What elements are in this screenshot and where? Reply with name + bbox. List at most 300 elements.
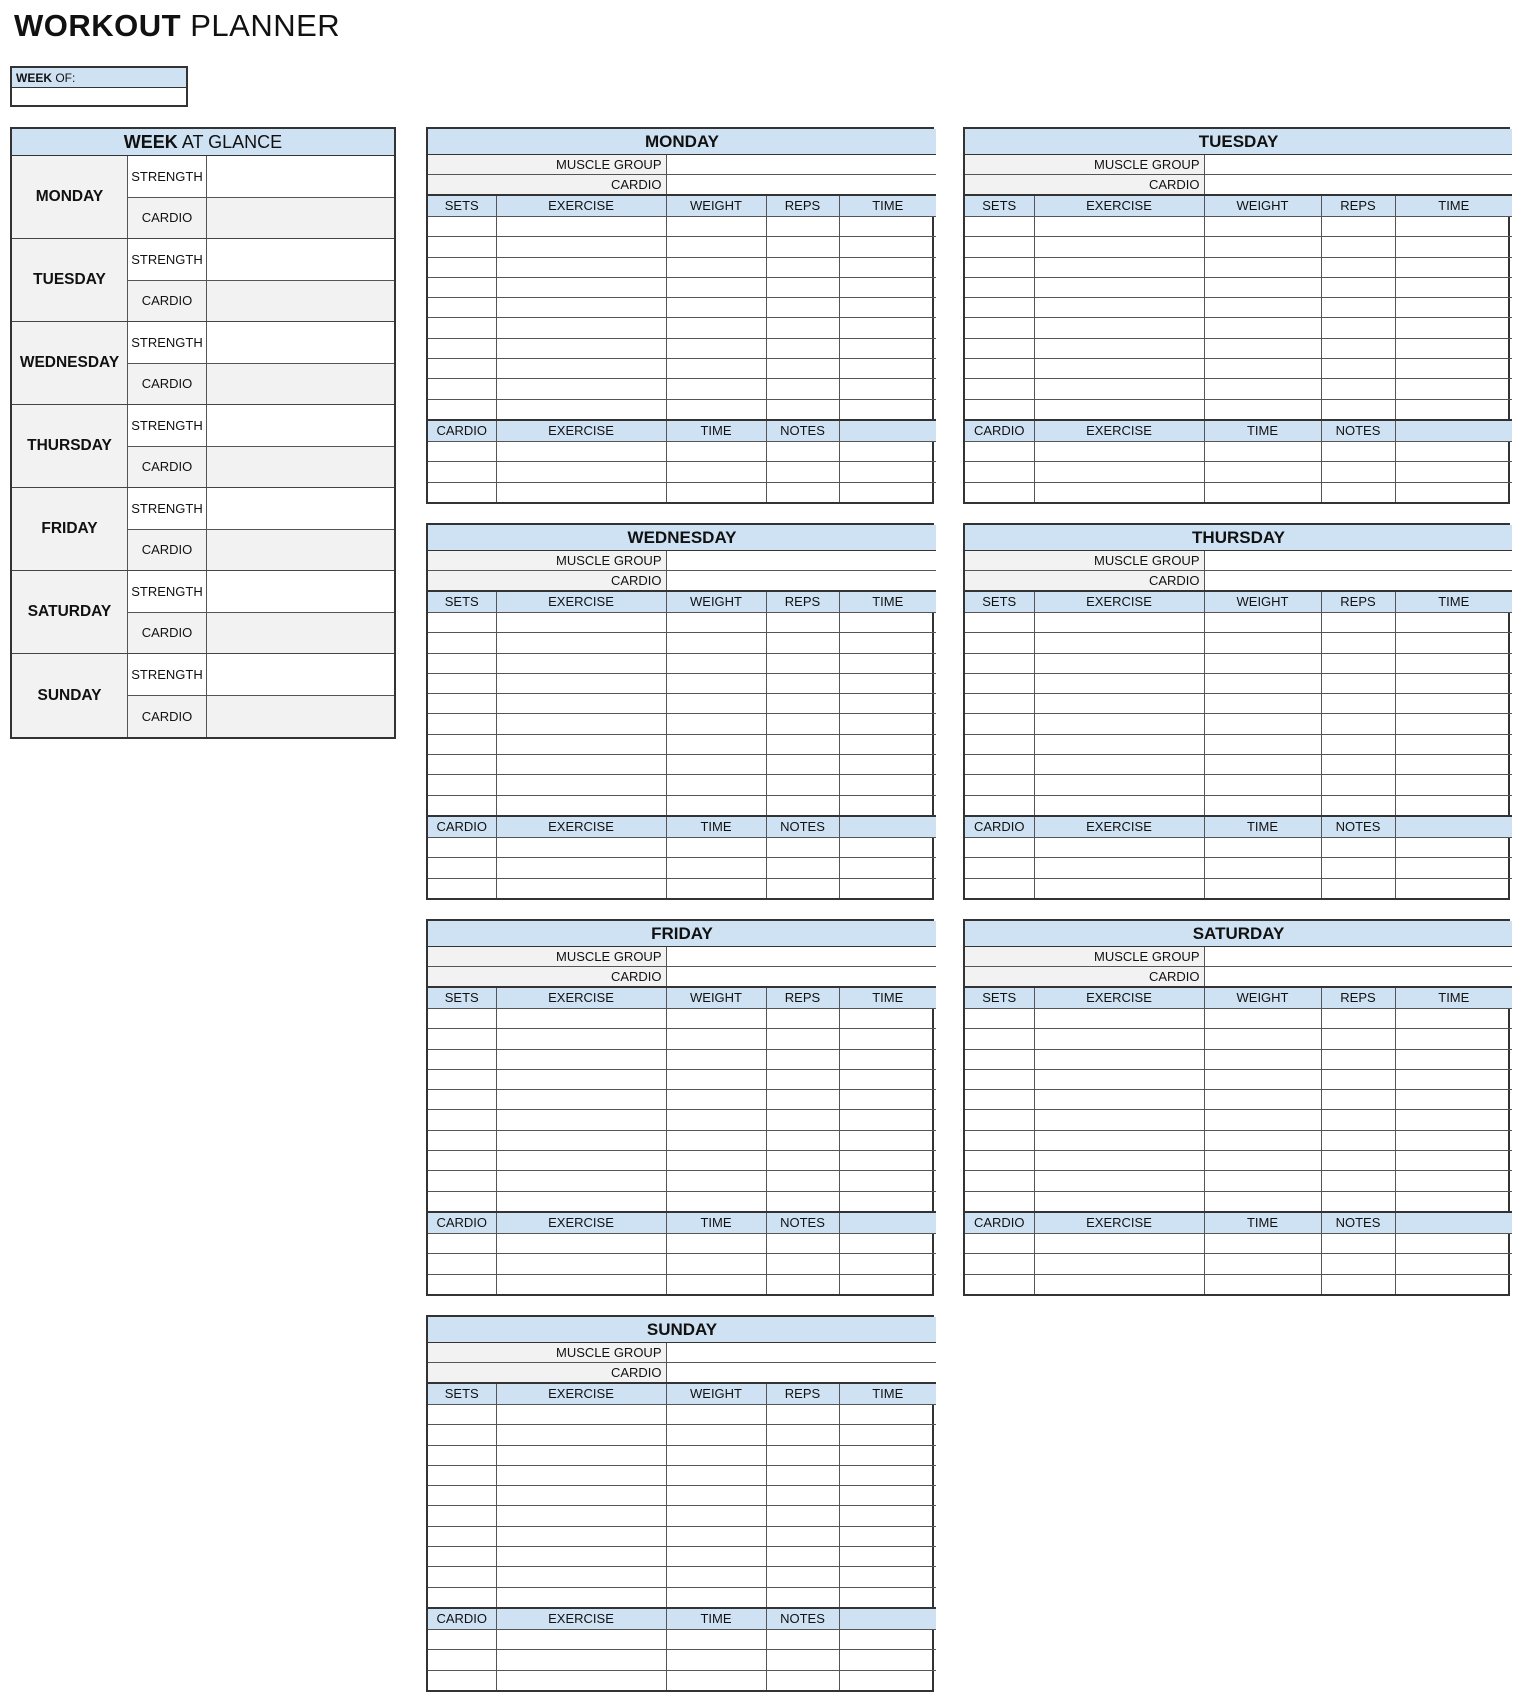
strength-cell-sets[interactable] xyxy=(428,298,496,318)
strength-cell-reps[interactable] xyxy=(766,673,839,693)
strength-cell-sets[interactable] xyxy=(428,1547,496,1567)
cardio-cell-exercise[interactable] xyxy=(496,1650,666,1670)
strength-cell-weight[interactable] xyxy=(1204,399,1321,420)
strength-cell-weight[interactable] xyxy=(666,1049,766,1069)
strength-cell-weight[interactable] xyxy=(1204,298,1321,318)
strength-cell-reps[interactable] xyxy=(1321,338,1395,358)
strength-cell-sets[interactable] xyxy=(428,1191,496,1212)
cardio-cell-notes[interactable] xyxy=(1321,1254,1395,1274)
strength-cell-time[interactable] xyxy=(839,755,936,775)
strength-cell-reps[interactable] xyxy=(1321,1171,1395,1191)
strength-cell-sets[interactable] xyxy=(428,1151,496,1171)
strength-cell-sets[interactable] xyxy=(428,379,496,399)
strength-cell-exercise[interactable] xyxy=(496,1506,666,1526)
strength-cell-time[interactable] xyxy=(1395,1049,1512,1069)
cardio-cell-exercise[interactable] xyxy=(1034,1254,1204,1274)
cardio-cell-notes[interactable] xyxy=(1321,858,1395,878)
strength-cell-time[interactable] xyxy=(839,379,936,399)
strength-cell-time[interactable] xyxy=(839,1090,936,1110)
strength-cell-reps[interactable] xyxy=(766,1587,839,1608)
strength-cell-weight[interactable] xyxy=(666,399,766,420)
strength-cell-reps[interactable] xyxy=(766,277,839,297)
strength-cell-weight[interactable] xyxy=(666,734,766,754)
strength-cell-exercise[interactable] xyxy=(1034,1151,1204,1171)
strength-cell-sets[interactable] xyxy=(428,633,496,653)
strength-cell-reps[interactable] xyxy=(1321,714,1395,734)
cardio-cell-notes[interactable] xyxy=(766,1233,839,1253)
cardio-cell-cardio[interactable] xyxy=(428,1254,496,1274)
cardio-cell-cardio[interactable] xyxy=(965,1254,1034,1274)
strength-cell-sets[interactable] xyxy=(965,1110,1034,1130)
strength-cell-weight[interactable] xyxy=(666,1090,766,1110)
cardio-cell-notes[interactable] xyxy=(1321,1233,1395,1253)
cardio-cell-extra[interactable] xyxy=(839,837,936,857)
cardio-cell-extra[interactable] xyxy=(839,878,936,898)
strength-cell-weight[interactable] xyxy=(1204,714,1321,734)
cardio-cell-exercise[interactable] xyxy=(496,1233,666,1253)
cardio-cell-extra[interactable] xyxy=(1395,837,1512,857)
cardio-cell-exercise[interactable] xyxy=(496,1629,666,1649)
strength-cell-sets[interactable] xyxy=(428,1069,496,1089)
cardio-input[interactable] xyxy=(666,175,936,196)
strength-cell-weight[interactable] xyxy=(1204,1009,1321,1029)
glance-cardio-input[interactable] xyxy=(207,364,394,405)
strength-cell-sets[interactable] xyxy=(428,237,496,257)
cardio-cell-time[interactable] xyxy=(1204,1274,1321,1294)
cardio-cell-notes[interactable] xyxy=(766,462,839,482)
cardio-cell-cardio[interactable] xyxy=(428,1233,496,1253)
cardio-cell-exercise[interactable] xyxy=(1034,878,1204,898)
cardio-cell-cardio[interactable] xyxy=(428,858,496,878)
strength-cell-time[interactable] xyxy=(839,1547,936,1567)
cardio-cell-time[interactable] xyxy=(666,441,766,461)
strength-cell-reps[interactable] xyxy=(1321,1049,1395,1069)
cardio-cell-extra[interactable] xyxy=(1395,482,1512,502)
strength-cell-time[interactable] xyxy=(1395,734,1512,754)
strength-cell-weight[interactable] xyxy=(666,633,766,653)
cardio-cell-notes[interactable] xyxy=(766,1650,839,1670)
strength-cell-reps[interactable] xyxy=(766,399,839,420)
strength-cell-weight[interactable] xyxy=(666,694,766,714)
strength-cell-exercise[interactable] xyxy=(1034,1069,1204,1089)
strength-cell-weight[interactable] xyxy=(666,653,766,673)
strength-cell-sets[interactable] xyxy=(428,217,496,237)
strength-cell-reps[interactable] xyxy=(1321,795,1395,816)
strength-cell-weight[interactable] xyxy=(1204,1110,1321,1130)
strength-cell-exercise[interactable] xyxy=(496,795,666,816)
strength-cell-reps[interactable] xyxy=(766,237,839,257)
strength-cell-time[interactable] xyxy=(1395,1130,1512,1150)
muscle-group-input[interactable] xyxy=(666,155,936,175)
strength-cell-reps[interactable] xyxy=(766,359,839,379)
strength-cell-weight[interactable] xyxy=(1204,1151,1321,1171)
cardio-cell-extra[interactable] xyxy=(1395,878,1512,898)
strength-cell-exercise[interactable] xyxy=(496,613,666,633)
strength-cell-reps[interactable] xyxy=(766,1526,839,1546)
strength-cell-exercise[interactable] xyxy=(1034,257,1204,277)
cardio-cell-time[interactable] xyxy=(1204,462,1321,482)
strength-cell-reps[interactable] xyxy=(766,257,839,277)
cardio-cell-notes[interactable] xyxy=(766,1274,839,1294)
strength-cell-time[interactable] xyxy=(839,1069,936,1089)
strength-cell-reps[interactable] xyxy=(766,653,839,673)
strength-cell-sets[interactable] xyxy=(428,1587,496,1608)
cardio-cell-cardio[interactable] xyxy=(965,441,1034,461)
strength-cell-time[interactable] xyxy=(839,694,936,714)
strength-cell-reps[interactable] xyxy=(766,338,839,358)
strength-cell-sets[interactable] xyxy=(965,277,1034,297)
strength-cell-reps[interactable] xyxy=(1321,298,1395,318)
strength-cell-exercise[interactable] xyxy=(1034,1049,1204,1069)
strength-cell-weight[interactable] xyxy=(1204,217,1321,237)
cardio-input[interactable] xyxy=(1204,175,1512,196)
strength-cell-exercise[interactable] xyxy=(496,755,666,775)
strength-cell-time[interactable] xyxy=(839,1171,936,1191)
strength-cell-exercise[interactable] xyxy=(496,1567,666,1587)
strength-cell-exercise[interactable] xyxy=(496,1029,666,1049)
strength-cell-reps[interactable] xyxy=(766,1506,839,1526)
strength-cell-time[interactable] xyxy=(839,613,936,633)
strength-cell-reps[interactable] xyxy=(1321,1130,1395,1150)
cardio-cell-extra[interactable] xyxy=(839,1254,936,1274)
strength-cell-weight[interactable] xyxy=(666,1130,766,1150)
cardio-cell-notes[interactable] xyxy=(1321,878,1395,898)
strength-cell-sets[interactable] xyxy=(965,673,1034,693)
strength-cell-time[interactable] xyxy=(1395,1171,1512,1191)
cardio-cell-extra[interactable] xyxy=(1395,462,1512,482)
strength-cell-exercise[interactable] xyxy=(1034,734,1204,754)
strength-cell-time[interactable] xyxy=(839,1526,936,1546)
glance-strength-input[interactable] xyxy=(207,322,394,363)
strength-cell-weight[interactable] xyxy=(1204,673,1321,693)
strength-cell-sets[interactable] xyxy=(428,613,496,633)
strength-cell-reps[interactable] xyxy=(766,795,839,816)
strength-cell-exercise[interactable] xyxy=(1034,277,1204,297)
cardio-cell-cardio[interactable] xyxy=(965,1274,1034,1294)
strength-cell-exercise[interactable] xyxy=(1034,298,1204,318)
cardio-cell-cardio[interactable] xyxy=(428,441,496,461)
strength-cell-exercise[interactable] xyxy=(496,1171,666,1191)
strength-cell-time[interactable] xyxy=(839,338,936,358)
strength-cell-reps[interactable] xyxy=(766,1110,839,1130)
glance-cardio-input[interactable] xyxy=(207,613,394,654)
cardio-cell-extra[interactable] xyxy=(839,1233,936,1253)
strength-cell-sets[interactable] xyxy=(965,1090,1034,1110)
glance-strength-input[interactable] xyxy=(207,571,394,612)
cardio-input[interactable] xyxy=(1204,571,1512,592)
strength-cell-reps[interactable] xyxy=(766,217,839,237)
strength-cell-exercise[interactable] xyxy=(496,318,666,338)
cardio-cell-exercise[interactable] xyxy=(496,837,666,857)
strength-cell-weight[interactable] xyxy=(666,1151,766,1171)
strength-cell-weight[interactable] xyxy=(1204,653,1321,673)
strength-cell-exercise[interactable] xyxy=(1034,318,1204,338)
strength-cell-exercise[interactable] xyxy=(496,1130,666,1150)
cardio-cell-extra[interactable] xyxy=(839,482,936,502)
cardio-cell-cardio[interactable] xyxy=(965,837,1034,857)
strength-cell-weight[interactable] xyxy=(666,1547,766,1567)
strength-cell-reps[interactable] xyxy=(1321,775,1395,795)
strength-cell-exercise[interactable] xyxy=(1034,1029,1204,1049)
cardio-cell-notes[interactable] xyxy=(766,1629,839,1649)
strength-cell-sets[interactable] xyxy=(428,775,496,795)
cardio-cell-notes[interactable] xyxy=(766,1254,839,1274)
strength-cell-weight[interactable] xyxy=(666,775,766,795)
strength-cell-reps[interactable] xyxy=(1321,217,1395,237)
cardio-cell-extra[interactable] xyxy=(839,1650,936,1670)
strength-cell-time[interactable] xyxy=(839,1567,936,1587)
strength-cell-time[interactable] xyxy=(839,1049,936,1069)
cardio-cell-notes[interactable] xyxy=(766,858,839,878)
strength-cell-reps[interactable] xyxy=(1321,379,1395,399)
strength-cell-time[interactable] xyxy=(839,673,936,693)
strength-cell-sets[interactable] xyxy=(965,1151,1034,1171)
muscle-group-input[interactable] xyxy=(1204,551,1512,571)
strength-cell-reps[interactable] xyxy=(1321,257,1395,277)
cardio-cell-exercise[interactable] xyxy=(496,1254,666,1274)
strength-cell-time[interactable] xyxy=(1395,338,1512,358)
strength-cell-exercise[interactable] xyxy=(496,237,666,257)
strength-cell-weight[interactable] xyxy=(666,1069,766,1089)
cardio-cell-notes[interactable] xyxy=(1321,462,1395,482)
strength-cell-sets[interactable] xyxy=(428,359,496,379)
strength-cell-time[interactable] xyxy=(1395,217,1512,237)
strength-cell-time[interactable] xyxy=(1395,694,1512,714)
strength-cell-time[interactable] xyxy=(839,1506,936,1526)
strength-cell-exercise[interactable] xyxy=(1034,714,1204,734)
strength-cell-reps[interactable] xyxy=(766,1567,839,1587)
strength-cell-reps[interactable] xyxy=(1321,318,1395,338)
strength-cell-weight[interactable] xyxy=(666,338,766,358)
cardio-input[interactable] xyxy=(666,571,936,592)
strength-cell-time[interactable] xyxy=(839,1425,936,1445)
strength-cell-weight[interactable] xyxy=(666,613,766,633)
strength-cell-sets[interactable] xyxy=(965,338,1034,358)
strength-cell-weight[interactable] xyxy=(666,277,766,297)
strength-cell-time[interactable] xyxy=(1395,755,1512,775)
strength-cell-sets[interactable] xyxy=(428,257,496,277)
cardio-input[interactable] xyxy=(1204,967,1512,988)
strength-cell-sets[interactable] xyxy=(428,1009,496,1029)
strength-cell-exercise[interactable] xyxy=(1034,1171,1204,1191)
strength-cell-sets[interactable] xyxy=(428,399,496,420)
strength-cell-weight[interactable] xyxy=(1204,257,1321,277)
strength-cell-weight[interactable] xyxy=(666,1009,766,1029)
strength-cell-exercise[interactable] xyxy=(496,1465,666,1485)
cardio-cell-time[interactable] xyxy=(666,858,766,878)
strength-cell-sets[interactable] xyxy=(428,1567,496,1587)
cardio-cell-exercise[interactable] xyxy=(1034,441,1204,461)
strength-cell-time[interactable] xyxy=(1395,1191,1512,1212)
strength-cell-time[interactable] xyxy=(1395,1029,1512,1049)
strength-cell-exercise[interactable] xyxy=(496,359,666,379)
strength-cell-weight[interactable] xyxy=(666,237,766,257)
strength-cell-time[interactable] xyxy=(1395,237,1512,257)
strength-cell-reps[interactable] xyxy=(1321,755,1395,775)
strength-cell-sets[interactable] xyxy=(965,714,1034,734)
strength-cell-sets[interactable] xyxy=(428,1171,496,1191)
strength-cell-sets[interactable] xyxy=(965,217,1034,237)
strength-cell-weight[interactable] xyxy=(1204,734,1321,754)
strength-cell-weight[interactable] xyxy=(666,1526,766,1546)
strength-cell-time[interactable] xyxy=(839,237,936,257)
strength-cell-sets[interactable] xyxy=(428,694,496,714)
strength-cell-weight[interactable] xyxy=(666,1029,766,1049)
strength-cell-sets[interactable] xyxy=(428,1090,496,1110)
strength-cell-time[interactable] xyxy=(839,359,936,379)
strength-cell-exercise[interactable] xyxy=(1034,1130,1204,1150)
cardio-cell-time[interactable] xyxy=(666,878,766,898)
strength-cell-time[interactable] xyxy=(839,399,936,420)
strength-cell-weight[interactable] xyxy=(1204,1090,1321,1110)
glance-strength-input[interactable] xyxy=(207,405,394,446)
strength-cell-time[interactable] xyxy=(1395,653,1512,673)
strength-cell-time[interactable] xyxy=(1395,1069,1512,1089)
strength-cell-time[interactable] xyxy=(1395,277,1512,297)
glance-cardio-input[interactable] xyxy=(207,447,394,488)
cardio-cell-exercise[interactable] xyxy=(1034,1274,1204,1294)
strength-cell-weight[interactable] xyxy=(666,379,766,399)
strength-cell-reps[interactable] xyxy=(766,1171,839,1191)
strength-cell-reps[interactable] xyxy=(766,1009,839,1029)
strength-cell-exercise[interactable] xyxy=(496,633,666,653)
strength-cell-exercise[interactable] xyxy=(496,338,666,358)
strength-cell-exercise[interactable] xyxy=(1034,694,1204,714)
cardio-cell-time[interactable] xyxy=(1204,441,1321,461)
cardio-cell-time[interactable] xyxy=(1204,1233,1321,1253)
strength-cell-sets[interactable] xyxy=(965,1049,1034,1069)
strength-cell-exercise[interactable] xyxy=(496,277,666,297)
cardio-cell-time[interactable] xyxy=(1204,878,1321,898)
strength-cell-time[interactable] xyxy=(1395,714,1512,734)
cardio-cell-exercise[interactable] xyxy=(496,878,666,898)
strength-cell-reps[interactable] xyxy=(1321,694,1395,714)
strength-cell-reps[interactable] xyxy=(1321,613,1395,633)
cardio-cell-extra[interactable] xyxy=(1395,858,1512,878)
strength-cell-weight[interactable] xyxy=(666,1465,766,1485)
strength-cell-weight[interactable] xyxy=(666,217,766,237)
cardio-cell-exercise[interactable] xyxy=(496,1670,666,1690)
cardio-cell-exercise[interactable] xyxy=(1034,482,1204,502)
strength-cell-sets[interactable] xyxy=(965,237,1034,257)
strength-cell-exercise[interactable] xyxy=(1034,1009,1204,1029)
strength-cell-weight[interactable] xyxy=(1204,1191,1321,1212)
strength-cell-sets[interactable] xyxy=(965,1171,1034,1191)
strength-cell-reps[interactable] xyxy=(766,633,839,653)
strength-cell-reps[interactable] xyxy=(766,613,839,633)
strength-cell-exercise[interactable] xyxy=(1034,217,1204,237)
strength-cell-weight[interactable] xyxy=(666,1110,766,1130)
cardio-cell-exercise[interactable] xyxy=(496,441,666,461)
strength-cell-weight[interactable] xyxy=(666,318,766,338)
cardio-cell-extra[interactable] xyxy=(1395,1254,1512,1274)
strength-cell-time[interactable] xyxy=(839,217,936,237)
strength-cell-time[interactable] xyxy=(1395,379,1512,399)
strength-cell-reps[interactable] xyxy=(766,1445,839,1465)
strength-cell-weight[interactable] xyxy=(666,1567,766,1587)
cardio-cell-notes[interactable] xyxy=(1321,482,1395,502)
strength-cell-exercise[interactable] xyxy=(496,1486,666,1506)
strength-cell-weight[interactable] xyxy=(666,1445,766,1465)
strength-cell-sets[interactable] xyxy=(428,1445,496,1465)
strength-cell-time[interactable] xyxy=(839,1486,936,1506)
cardio-cell-time[interactable] xyxy=(1204,858,1321,878)
strength-cell-exercise[interactable] xyxy=(1034,1191,1204,1212)
strength-cell-exercise[interactable] xyxy=(496,1405,666,1425)
strength-cell-sets[interactable] xyxy=(428,714,496,734)
cardio-cell-cardio[interactable] xyxy=(428,462,496,482)
strength-cell-exercise[interactable] xyxy=(496,1526,666,1546)
strength-cell-sets[interactable] xyxy=(965,1029,1034,1049)
glance-strength-input[interactable] xyxy=(207,156,394,197)
strength-cell-sets[interactable] xyxy=(428,734,496,754)
strength-cell-sets[interactable] xyxy=(428,1506,496,1526)
cardio-cell-notes[interactable] xyxy=(766,878,839,898)
cardio-cell-exercise[interactable] xyxy=(496,1274,666,1294)
cardio-cell-notes[interactable] xyxy=(1321,441,1395,461)
strength-cell-time[interactable] xyxy=(839,1009,936,1029)
muscle-group-input[interactable] xyxy=(1204,947,1512,967)
strength-cell-sets[interactable] xyxy=(428,1425,496,1445)
strength-cell-time[interactable] xyxy=(839,1445,936,1465)
strength-cell-reps[interactable] xyxy=(1321,1191,1395,1212)
strength-cell-time[interactable] xyxy=(839,653,936,673)
strength-cell-weight[interactable] xyxy=(666,359,766,379)
strength-cell-time[interactable] xyxy=(1395,673,1512,693)
strength-cell-weight[interactable] xyxy=(666,1587,766,1608)
strength-cell-weight[interactable] xyxy=(1204,755,1321,775)
strength-cell-reps[interactable] xyxy=(1321,673,1395,693)
strength-cell-exercise[interactable] xyxy=(1034,633,1204,653)
cardio-cell-time[interactable] xyxy=(1204,482,1321,502)
strength-cell-exercise[interactable] xyxy=(496,1587,666,1608)
strength-cell-time[interactable] xyxy=(839,1130,936,1150)
strength-cell-exercise[interactable] xyxy=(496,399,666,420)
strength-cell-sets[interactable] xyxy=(965,734,1034,754)
strength-cell-sets[interactable] xyxy=(965,613,1034,633)
strength-cell-exercise[interactable] xyxy=(496,298,666,318)
strength-cell-weight[interactable] xyxy=(666,1486,766,1506)
strength-cell-time[interactable] xyxy=(1395,298,1512,318)
strength-cell-exercise[interactable] xyxy=(496,775,666,795)
strength-cell-weight[interactable] xyxy=(1204,277,1321,297)
strength-cell-weight[interactable] xyxy=(1204,775,1321,795)
cardio-cell-extra[interactable] xyxy=(839,858,936,878)
strength-cell-exercise[interactable] xyxy=(496,1009,666,1029)
strength-cell-weight[interactable] xyxy=(666,1506,766,1526)
cardio-cell-cardio[interactable] xyxy=(965,878,1034,898)
strength-cell-reps[interactable] xyxy=(1321,359,1395,379)
strength-cell-weight[interactable] xyxy=(1204,795,1321,816)
strength-cell-weight[interactable] xyxy=(1204,338,1321,358)
strength-cell-time[interactable] xyxy=(1395,1110,1512,1130)
strength-cell-sets[interactable] xyxy=(428,1486,496,1506)
strength-cell-reps[interactable] xyxy=(1321,1069,1395,1089)
strength-cell-reps[interactable] xyxy=(1321,633,1395,653)
strength-cell-weight[interactable] xyxy=(666,795,766,816)
strength-cell-time[interactable] xyxy=(839,1151,936,1171)
strength-cell-exercise[interactable] xyxy=(496,217,666,237)
cardio-cell-time[interactable] xyxy=(666,1629,766,1649)
strength-cell-exercise[interactable] xyxy=(1034,613,1204,633)
strength-cell-sets[interactable] xyxy=(965,257,1034,277)
strength-cell-exercise[interactable] xyxy=(1034,755,1204,775)
strength-cell-weight[interactable] xyxy=(1204,1130,1321,1150)
strength-cell-time[interactable] xyxy=(839,318,936,338)
strength-cell-sets[interactable] xyxy=(428,1465,496,1485)
strength-cell-reps[interactable] xyxy=(1321,1151,1395,1171)
strength-cell-weight[interactable] xyxy=(666,1405,766,1425)
